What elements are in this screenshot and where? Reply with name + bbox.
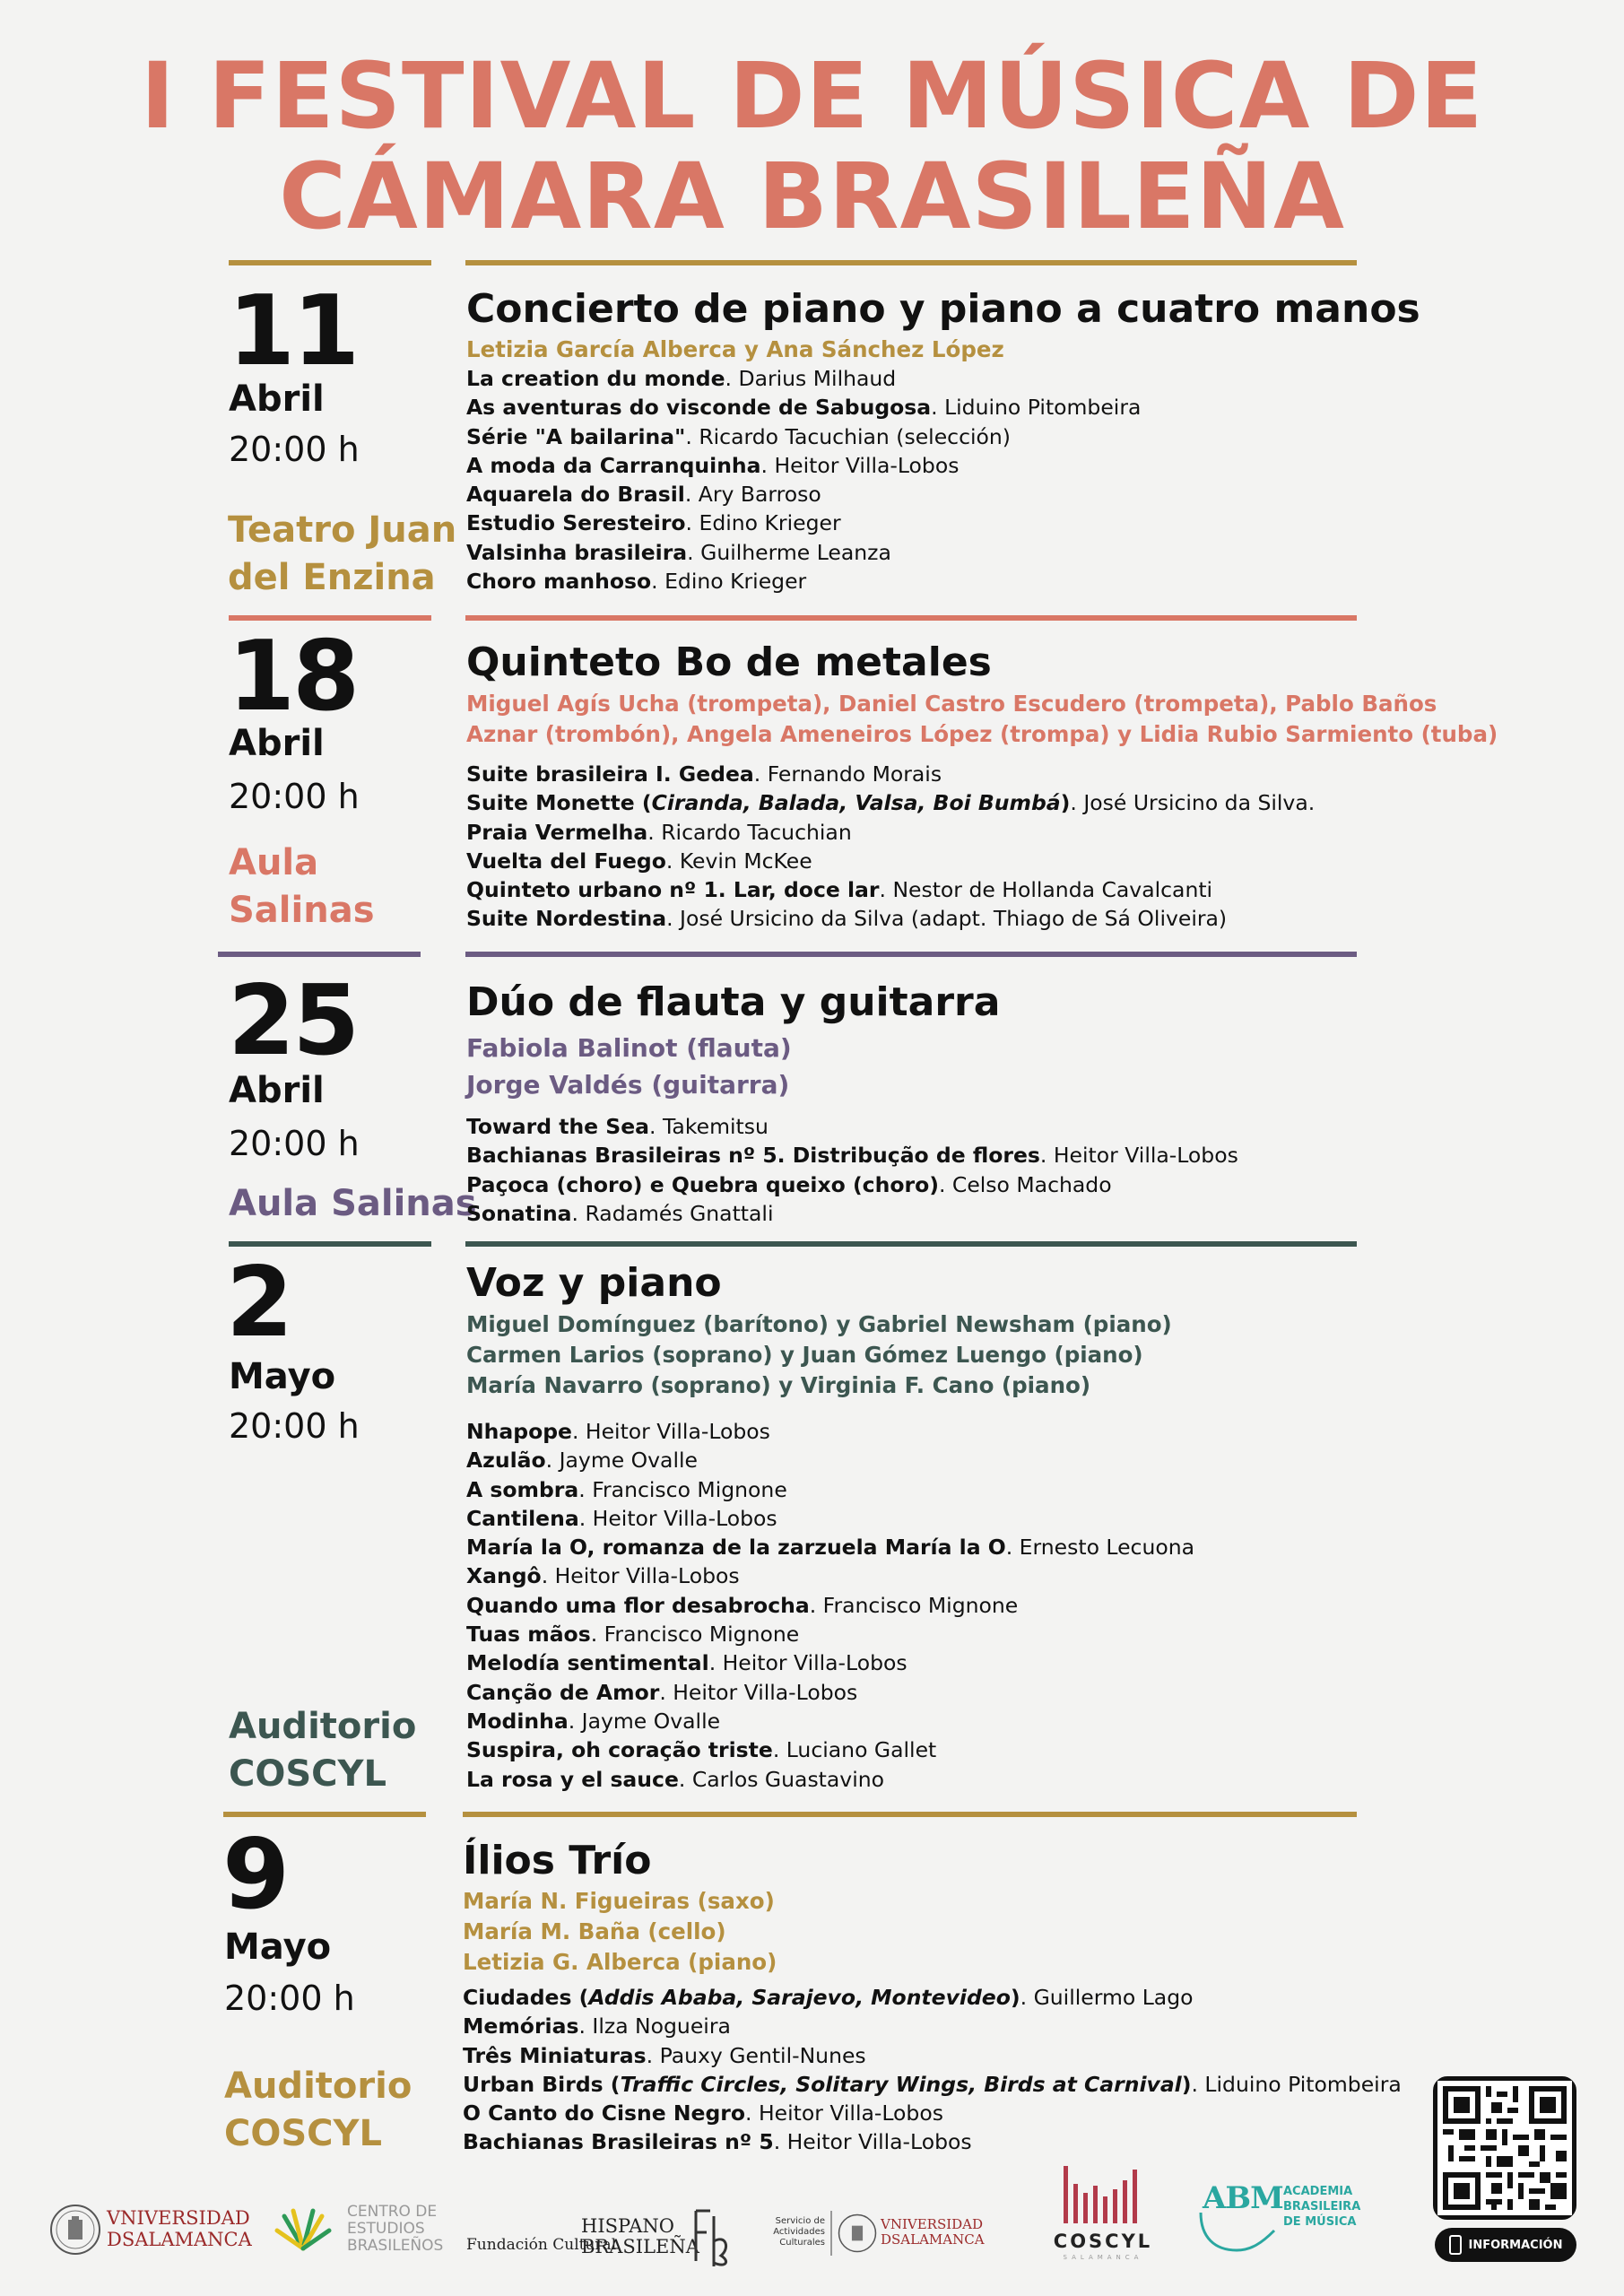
concert-time: 20:00 h <box>229 777 360 816</box>
performer-line: Letizia García Alberca y Ana Sánchez López <box>466 336 1004 362</box>
program-item: Nhapope. Heitor Villa-Lobos <box>466 1419 770 1444</box>
venue-line: Auditorio <box>224 2066 413 2107</box>
program-item: Cantilena. Heitor Villa-Lobos <box>466 1505 777 1531</box>
program-item: Canção de Amor. Heitor Villa-Lobos <box>466 1679 858 1705</box>
concert-time: 20:00 h <box>229 1406 360 1446</box>
usal-wordmark: VNIVERSIDAD DSALAMANCA <box>107 2207 252 2250</box>
program-list <box>466 1112 1238 1228</box>
concert-day: 2 <box>226 1247 291 1359</box>
program-list <box>466 364 1141 596</box>
program-item: Série "A bailarina". Ricardo Tacuchian (selección) <box>466 423 1011 449</box>
venue-line: Aula Salinas <box>229 1183 477 1224</box>
program-item: Aquarela do Brasil. Ary Barroso <box>466 482 821 508</box>
venue-line: Teatro Juan <box>228 509 457 551</box>
concert-title: Concierto de piano y piano a cuatro manos <box>466 286 1420 332</box>
concert-month: Abril <box>229 723 325 764</box>
concert-month: Mayo <box>229 1356 336 1397</box>
venue-line: Auditorio <box>229 1706 417 1747</box>
program-item: Quinteto urbano nº 1. Lar, doce lar. Nestor de Hollanda Cavalcanti <box>466 877 1213 903</box>
coscyl-logo <box>1040 2166 1166 2265</box>
program-item: Paçoca (choro) e Quebra queixo (choro). Celso Machado <box>466 1171 1112 1197</box>
program-item: Toward the Sea. Takemitsu <box>466 1114 769 1139</box>
program-item: Azulão. Jayme Ovalle <box>466 1448 698 1474</box>
concert-month: Abril <box>229 378 325 420</box>
usal-logo <box>49 2204 256 2257</box>
performer-line: María Navarro (soprano) y Virginia F. Cano (piano) <box>466 1372 1091 1398</box>
concert-time: 20:00 h <box>224 1979 355 2018</box>
festival-title-line1: I FESTIVAL DE MÚSICA DE <box>140 43 1484 150</box>
program-item: A sombra. Francisco Mignone <box>466 1476 787 1502</box>
concert-venue <box>229 1703 416 1798</box>
abm-swoosh-icon <box>1197 2211 1278 2256</box>
concert-day: 9 <box>222 1819 288 1931</box>
divider-left <box>223 1812 426 1817</box>
divider-right <box>465 952 1357 957</box>
performer-line: Jorge Valdés (guitarra) <box>466 1070 790 1100</box>
program-item: María la O, romanza de la zarzuela María la O. Ernesto Lecuona <box>466 1535 1195 1561</box>
ceb-wordmark: CENTRO DE ESTUDIOS BRASILEÑOS <box>347 2203 444 2255</box>
program-item: Modinha. Jayme Ovalle <box>466 1708 721 1734</box>
festival-title <box>0 43 1624 250</box>
program-item: Praia Vermelha. Ricardo Tacuchian <box>466 819 852 845</box>
program-item: Suspira, oh coração triste. Luciano Gallet <box>466 1737 937 1763</box>
usal-seal-icon <box>838 2213 877 2253</box>
program-item: Memórias. Ilza Nogueira <box>463 2013 731 2039</box>
concert-performers <box>466 689 1498 750</box>
program-item: A moda da Carranquinha. Heitor Villa-Lobos <box>466 452 960 478</box>
fundacion-logo <box>466 2207 744 2270</box>
performer-line: Miguel Domínguez (barítono) y Gabriel Newsham (piano) <box>466 1311 1172 1337</box>
performer-line: Carmen Larios (soprano) y Juan Gómez Luengo (piano) <box>466 1342 1143 1368</box>
ceb-sunburst-icon <box>272 2204 334 2257</box>
divider-right <box>465 260 1357 265</box>
concert-month: Abril <box>229 1070 325 1111</box>
program-item: Bachianas Brasileiras nº 5. Distribução de flores. Heitor Villa-Lobos <box>466 1143 1238 1169</box>
sac-divider <box>830 2211 832 2256</box>
concert-venue <box>228 507 456 602</box>
performer-line: Aznar (trombón), Angela Ameneiros López (trompa) y Lidia Rubio Sarmiento (tuba) <box>466 721 1498 747</box>
program-item: Vuelta del Fuego. Kevin McKee <box>466 848 812 874</box>
program-list <box>463 1983 1402 2157</box>
concert-title: Quinteto Bo de metales <box>466 639 992 685</box>
program-item: Melodía sentimental. Heitor Villa-Lobos <box>466 1650 908 1676</box>
concert-performers <box>466 1030 792 1103</box>
program-item: La rosa y el sauce. Carlos Guastavino <box>466 1766 885 1792</box>
program-item: As aventuras do visconde de Sabugosa. Liduino Pitombeira <box>466 395 1142 421</box>
performer-line: María M. Baña (cello) <box>463 1918 726 1944</box>
performer-line: María N. Figueiras (saxo) <box>463 1888 775 1914</box>
fundacion-wordmark: HISPANO BRASILEÑA <box>581 2215 699 2257</box>
festival-title-line2: CÁMARA BRASILEÑA <box>279 144 1345 250</box>
concert-day: 11 <box>228 275 358 387</box>
program-item: Ciudades (Addis Ababa, Sarajevo, Montevideo). Guillermo Lago <box>463 1985 1194 2010</box>
program-item: Estudio Seresteiro. Edino Krieger <box>466 510 841 536</box>
coscyl-city: SALAMANCA <box>1063 2254 1143 2261</box>
sac-logo <box>773 2211 988 2259</box>
concert-performers <box>466 1309 1172 1401</box>
concert-day: 18 <box>228 621 358 733</box>
sponsor-logos <box>0 2148 1624 2283</box>
divider-left <box>218 952 421 957</box>
program-item: Urban Birds (Traffic Circles, Solitary Wings, Birds at Carnival). Liduino Pitombeira <box>463 2071 1402 2097</box>
abm-logo <box>1197 2180 1376 2261</box>
divider-right <box>465 1241 1357 1247</box>
concert-title: Ílios Trío <box>463 1838 652 1883</box>
program-item: Tuas mãos. Francisco Mignone <box>466 1622 800 1648</box>
concert-title: Dúo de flauta y guitarra <box>466 979 1001 1025</box>
abm-wordmark: ABM <box>1203 2180 1283 2216</box>
abm-label: ACADEMIA BRASILEIRA DE MÚSICA <box>1283 2185 1361 2229</box>
concert-month: Mayo <box>224 1926 332 1968</box>
sac-label: Servicio de Actividades Culturales <box>773 2216 825 2248</box>
program-item: Xangô. Heitor Villa-Lobos <box>466 1563 740 1589</box>
concert-time: 20:00 h <box>229 1124 360 1163</box>
program-item: Sonatina. Radamés Gnattali <box>466 1200 774 1226</box>
program-list <box>466 760 1315 934</box>
venue-line: COSCYL <box>224 2113 382 2154</box>
concert-performers <box>463 1886 777 1978</box>
venue-line: del Enzina <box>228 557 436 598</box>
program-list <box>466 1417 1194 1794</box>
program-item: Suite Nordestina. José Ursicino da Silva (adapt. Thiago de Sá Oliveira) <box>466 906 1228 932</box>
performer-line: Letizia G. Alberca (piano) <box>463 1949 777 1975</box>
divider-right <box>463 1812 1357 1817</box>
concert-venue <box>229 839 375 935</box>
divider-left <box>229 260 431 265</box>
program-item: Choro manhoso. Edino Krieger <box>466 569 807 595</box>
performer-line: Fabiola Balinot (flauta) <box>466 1033 792 1063</box>
program-item: Três Miniaturas. Pauxy Gentil-Nunes <box>463 2042 866 2068</box>
fundacion-label: Fundación Cultural <box>466 2236 617 2254</box>
program-item: O Canto do Cisne Negro. Heitor Villa-Lobos <box>463 2100 943 2126</box>
ceb-logo <box>272 2202 451 2265</box>
venue-line: COSCYL <box>229 1753 386 1795</box>
concert-venue <box>224 2063 412 2158</box>
concert-performers <box>466 335 1004 365</box>
program-item: Quando uma flor desabrocha. Francisco Mignone <box>466 1592 1019 1618</box>
concert-venue <box>229 1180 477 1228</box>
program-item: Bachianas Brasileiras nº 5. Heitor Villa-Lobos <box>463 2129 972 2155</box>
coscyl-wordmark: COSCYL <box>1053 2231 1153 2252</box>
fhb-monogram-icon <box>690 2207 735 2268</box>
venue-line: Salinas <box>229 890 375 931</box>
organ-pipes-icon <box>1062 2166 1142 2223</box>
qr-info-label: INFORMACIÓN <box>1468 2238 1563 2252</box>
venue-line: Aula <box>229 842 319 883</box>
program-item: La creation du monde. Darius Milhaud <box>466 366 897 391</box>
divider-right <box>465 615 1357 621</box>
program-item: Suite brasileira I. Gedea. Fernando Morais <box>466 761 942 787</box>
usal-seal-icon <box>49 2204 101 2256</box>
performer-line: Miguel Agís Ucha (trompeta), Daniel Castro Escudero (trompeta), Pablo Baños <box>466 691 1437 717</box>
program-item: Suite Monette (Ciranda, Balada, Valsa, Boi Bumbá). José Ursicino da Silva. <box>466 790 1316 816</box>
concert-title: Voz y piano <box>466 1260 722 1306</box>
usal-wordmark: VNIVERSIDAD DSALAMANCA <box>881 2216 985 2248</box>
concert-day: 25 <box>228 965 358 1077</box>
program-item: Valsinha brasileira. Guilherme Leanza <box>466 539 891 565</box>
concert-time: 20:00 h <box>229 430 360 469</box>
